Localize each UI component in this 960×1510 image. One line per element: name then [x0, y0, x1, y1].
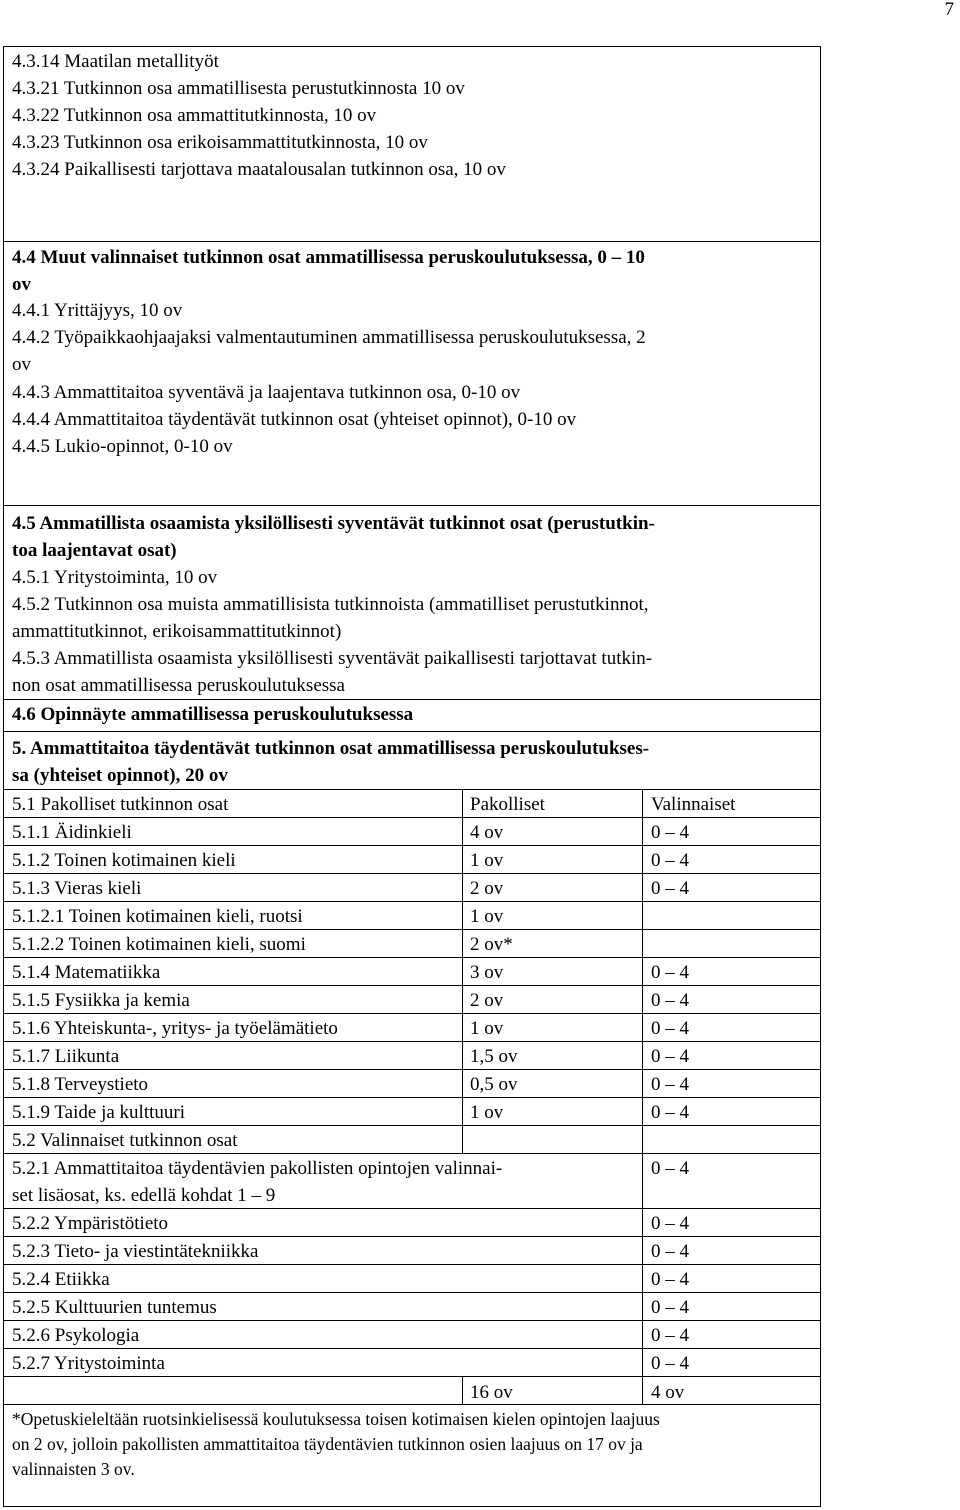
item-4-5-3: 4.5.3 Ammatillista osaamista yksilöllisesti syventävät paikallisesti tarjottavat tutkin- — [12, 648, 653, 669]
item-4-5-2-cont: ammattitutkinnot, erikoisammattitutkinnot) — [12, 621, 342, 642]
table-row-optional: 0 – 4 — [651, 1353, 689, 1374]
table-header-optional: Valinnaiset — [651, 794, 736, 815]
table-row-optional: 0 – 4 — [651, 1074, 689, 1095]
heading-4-5: 4.5 Ammatillista osaamista yksilöllisesti syventävät tutkinnot osat (perustutkin- — [12, 513, 655, 534]
table-row-mandatory: 2 ov* — [470, 934, 513, 955]
table-row-subject: 5.2.3 Tieto- ja viestintätekniikka — [12, 1241, 259, 1262]
table-row-mandatory: 2 ov — [470, 990, 504, 1011]
table-row-optional: 0 – 4 — [651, 990, 689, 1011]
table-row-subject: 5.1.4 Matematiikka — [12, 962, 161, 983]
table-row-optional: 0 – 4 — [651, 1325, 689, 1346]
table-row-mandatory: 1 ov — [470, 906, 504, 927]
table-row-subject: 5.2.4 Etiikka — [12, 1269, 110, 1290]
table-row-5-2-1-line2: set lisäosat, ks. edellä kohdat 1 – 9 — [12, 1185, 276, 1206]
table-row-mandatory: 4 ov — [470, 822, 504, 843]
table-row-subject: 5.1.8 Terveystieto — [12, 1074, 149, 1095]
page-number: 7 — [944, 0, 954, 20]
table-column-divider — [462, 789, 463, 1153]
table-row-divider — [3, 1069, 821, 1070]
rule-after-4-4 — [3, 505, 821, 506]
table-row-mandatory: 1 ov — [470, 850, 504, 871]
table-row-subject: 5.1.2.1 Toinen kotimainen kieli, ruotsi — [12, 906, 303, 927]
table-row-mandatory: 0,5 ov — [470, 1074, 518, 1095]
item-4-5-3-cont: non osat ammatillisessa peruskoulutuksessa — [12, 675, 345, 696]
table-header-subject: 5.1 Pakolliset tutkinnon osat — [12, 794, 229, 815]
heading-5: 5. Ammattitaitoa täydentävät tutkinnon osat ammatillisessa peruskoulutukses- — [12, 738, 650, 759]
table-row-subject: 5.1.9 Taide ja kulttuuri — [12, 1102, 185, 1123]
table-row-5-2-1-line1: 5.2.1 Ammattitaitoa täydentävien pakollisten opintojen valinnai- — [12, 1158, 503, 1179]
item-4-3-23: 4.3.23 Tutkinnon osa erikoisammattitutkinnosta, 10 ov — [12, 132, 428, 153]
table-row-optional: 0 – 4 — [651, 1046, 689, 1067]
table-row-subject: 5.2.2 Ympäristötieto — [12, 1213, 169, 1234]
table-row-optional: 0 – 4 — [651, 1018, 689, 1039]
table-row-subject: 5.2.7 Yritystoiminta — [12, 1353, 165, 1374]
table-column-divider — [462, 1376, 463, 1404]
table-row-subject: 5.2 Valinnaiset tutkinnon osat — [12, 1130, 238, 1151]
table-row-divider — [3, 789, 821, 790]
heading-4-4: 4.4 Muut valinnaiset tutkinnon osat ammatillisessa peruskoulutuksessa, 0 – 10 — [12, 247, 645, 268]
table-row-5-2-1-optional: 0 – 4 — [651, 1158, 689, 1179]
item-4-5-1: 4.5.1 Yritystoiminta, 10 ov — [12, 567, 218, 588]
rule-after-4-3 — [3, 241, 821, 242]
heading-4-4-cont: ov — [12, 274, 31, 295]
table-row-optional: 0 – 4 — [651, 1241, 689, 1262]
footnote-line-2: on 2 ov, jolloin pakollisten ammattitaitoa täydentävien tutkinnon osien laajuus on 17 ov ja — [12, 1434, 643, 1454]
table-row-subject: 5.1.5 Fysiikka ja kemia — [12, 990, 190, 1011]
rule-after-4-6 — [3, 731, 821, 732]
table-row-optional: 0 – 4 — [651, 1269, 689, 1290]
table-row-divider — [3, 1404, 821, 1405]
item-4-3-24: 4.3.24 Paikallisesti tarjottava maatalousalan tutkinnon osa, 10 ov — [12, 159, 506, 180]
table-row-mandatory: 1 ov — [470, 1018, 504, 1039]
table-row-subject: 5.2.6 Psykologia — [12, 1325, 140, 1346]
item-4-4-4: 4.4.4 Ammattitaitoa täydentävät tutkinnon osat (yhteiset opinnot), 0-10 ov — [12, 409, 577, 430]
table-row-subject: 5.1.6 Yhteiskunta-, yritys- ja työelämätieto — [12, 1018, 338, 1039]
table-row-optional: 0 – 4 — [651, 878, 689, 899]
table-row-subject: 5.1.2 Toinen kotimainen kieli — [12, 850, 236, 871]
table-row-subject: 5.1.3 Vieras kieli — [12, 878, 142, 899]
item-4-4-3: 4.4.3 Ammattitaitoa syventävä ja laajentava tutkinnon osa, 0-10 ov — [12, 382, 521, 403]
table-row-optional: 0 – 4 — [651, 850, 689, 871]
rule-after-4-5 — [3, 699, 821, 700]
table-row-mandatory: 3 ov — [470, 962, 504, 983]
table-row-optional: 0 – 4 — [651, 1102, 689, 1123]
table-row-subject: 5.2.5 Kulttuurien tuntemus — [12, 1297, 217, 1318]
heading-5-cont: sa (yhteiset opinnot), 20 ov — [12, 765, 228, 786]
item-4-3-14: 4.3.14 Maatilan metallityöt — [12, 51, 219, 72]
table-column-divider — [642, 789, 643, 1404]
table-row-mandatory: 1 ov — [470, 1102, 504, 1123]
table-row-optional: 0 – 4 — [651, 962, 689, 983]
footnote-line-1: *Opetuskieleltään ruotsinkielisessä koulutuksessa toisen kotimaisen kielen opintojen laajuus — [12, 1409, 660, 1429]
item-4-4-2-cont: ov — [12, 354, 31, 375]
table-row-optional: 0 – 4 — [651, 1213, 689, 1234]
table-row-optional: 0 – 4 — [651, 1297, 689, 1318]
table-row-mandatory: 2 ov — [470, 878, 504, 899]
table-row-divider — [3, 1292, 821, 1293]
table-row-optional: 0 – 4 — [651, 822, 689, 843]
table-row-subject: 5.1.1 Äidinkieli — [12, 822, 132, 843]
table-header-mandatory: Pakolliset — [470, 794, 545, 815]
item-4-5-2: 4.5.2 Tutkinnon osa muista ammatillisista tutkinnoista (ammatilliset perustutkinnot, — [12, 594, 649, 615]
item-4-3-22: 4.3.22 Tutkinnon osa ammattitutkinnosta, 10 ov — [12, 105, 377, 126]
item-4-4-2: 4.4.2 Työpaikkaohjaajaksi valmentautuminen ammatillisessa peruskoulutuksessa, 2 — [12, 327, 646, 348]
heading-4-6: 4.6 Opinnäyte ammatillisessa peruskoulutuksessa — [12, 704, 414, 725]
item-4-4-1: 4.4.1 Yrittäjyys, 10 ov — [12, 300, 183, 321]
footnote-line-3: valinnaisten 3 ov. — [12, 1459, 135, 1479]
total-optional: 4 ov — [651, 1382, 685, 1403]
table-row-subject: 5.1.2.2 Toinen kotimainen kieli, suomi — [12, 934, 306, 955]
table-row-subject: 5.1.7 Liikunta — [12, 1046, 120, 1067]
heading-4-5-cont: toa laajentavat osat) — [12, 540, 177, 561]
item-4-3-21: 4.3.21 Tutkinnon osa ammatillisesta perustutkinnosta 10 ov — [12, 78, 465, 99]
total-mandatory: 16 ov — [470, 1382, 513, 1403]
item-4-4-5: 4.4.5 Lukio-opinnot, 0-10 ov — [12, 436, 233, 457]
table-row-mandatory: 1,5 ov — [470, 1046, 518, 1067]
